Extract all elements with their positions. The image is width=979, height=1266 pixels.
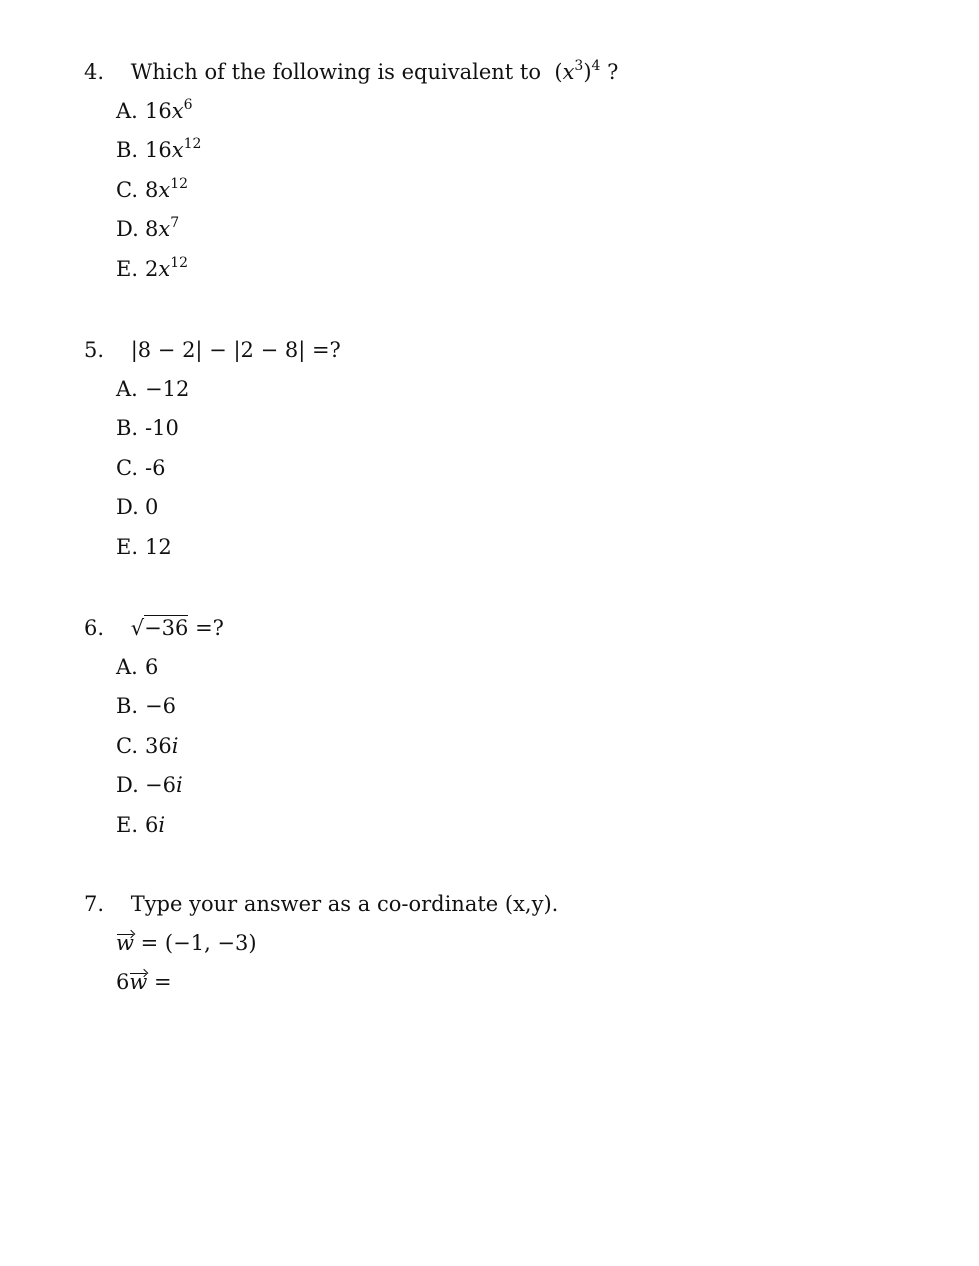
- scalar: 6: [116, 970, 130, 994]
- question-text: |8 − 2| − |2 − 8| =?: [130, 338, 341, 362]
- answer-option[interactable]: [116, 454, 884, 482]
- answer-option[interactable]: [116, 771, 884, 799]
- option-value: -6: [145, 455, 166, 480]
- option-letter: C.: [116, 455, 138, 480]
- option-variable: x: [171, 99, 184, 123]
- answer-option[interactable]: [116, 136, 884, 164]
- option-letter: B.: [116, 416, 139, 441]
- square-root: [131, 614, 189, 642]
- option-exponent: 12: [183, 136, 202, 153]
- question-6: [84, 614, 884, 850]
- answer-option[interactable]: [116, 176, 884, 204]
- option-letter: C.: [116, 733, 138, 758]
- vector-definition: [116, 929, 884, 957]
- question-4: [84, 58, 884, 294]
- answer-option[interactable]: [116, 653, 884, 681]
- option-value: −6: [145, 773, 176, 798]
- option-letter: E.: [116, 812, 139, 837]
- expr-base: x: [562, 60, 575, 84]
- expr-outer-exponent: 4: [591, 58, 601, 74]
- question-number: 5.: [84, 338, 105, 362]
- option-coefficient: 8: [145, 177, 159, 202]
- answer-option[interactable]: [116, 215, 884, 243]
- answer-options: [116, 375, 884, 561]
- question-5-stem: [84, 336, 884, 364]
- answer-option[interactable]: [116, 414, 884, 442]
- option-variable: x: [171, 138, 184, 163]
- option-variable: x: [158, 177, 171, 202]
- option-exponent: 12: [170, 254, 189, 271]
- prompt-suffix: =: [147, 970, 172, 994]
- question-5: [84, 336, 884, 572]
- option-value: 6: [145, 812, 159, 837]
- option-letter: C.: [116, 177, 138, 202]
- question-number: 7.: [84, 892, 105, 916]
- option-letter: E.: [116, 534, 139, 559]
- expr-suffix: =?: [188, 616, 224, 640]
- radical-sign-icon: √: [130, 616, 145, 640]
- option-variable: x: [158, 217, 171, 242]
- option-letter: D.: [116, 495, 139, 520]
- question-number: 4.: [84, 60, 105, 84]
- answer-option[interactable]: [116, 732, 884, 760]
- expr-suffix: ?: [607, 60, 619, 84]
- question-text: Type your answer as a co-ordinate (x,y).: [130, 892, 559, 916]
- option-value: 36: [145, 733, 172, 758]
- answer-option[interactable]: [116, 533, 884, 561]
- vector-value: = (−1, −3): [133, 931, 257, 955]
- option-value: 0: [145, 495, 159, 520]
- option-coefficient: 16: [145, 138, 172, 163]
- option-variable: x: [158, 256, 171, 281]
- option-coefficient: 2: [145, 256, 159, 281]
- question-7: [84, 890, 884, 996]
- scaled-vector-prompt: [116, 968, 884, 996]
- question-7-stem: [84, 890, 884, 918]
- radicand: −36: [144, 616, 189, 640]
- option-imaginary-unit: i: [175, 773, 183, 798]
- question-6-stem: [84, 614, 884, 642]
- option-letter: B.: [116, 694, 139, 719]
- option-letter: A.: [116, 655, 138, 679]
- option-coefficient: 8: [145, 217, 159, 242]
- option-value: 6: [145, 655, 159, 679]
- option-coefficient: 16: [145, 99, 172, 123]
- question-number: 6.: [84, 616, 105, 640]
- option-value: -10: [145, 416, 179, 441]
- math-expression: [131, 616, 224, 640]
- answer-option[interactable]: [116, 255, 884, 283]
- option-value: −12: [145, 377, 190, 401]
- question-4-stem: [84, 58, 884, 86]
- vector-symbol: w: [129, 970, 148, 994]
- option-value: 12: [145, 534, 172, 559]
- answer-option[interactable]: [116, 97, 884, 125]
- answer-options: [116, 653, 884, 839]
- option-letter: D.: [116, 217, 139, 242]
- answer-option[interactable]: [116, 493, 884, 521]
- option-imaginary-unit: i: [158, 812, 166, 837]
- option-letter: D.: [116, 773, 139, 798]
- answer-options: [116, 97, 884, 283]
- option-letter: A.: [116, 377, 138, 401]
- answer-option[interactable]: [116, 811, 884, 839]
- math-expression: $(x^3)^4$ ?: [547, 58, 619, 84]
- answer-option[interactable]: [116, 375, 884, 403]
- expr-inner-exponent: 3: [574, 58, 584, 74]
- option-imaginary-unit: i: [171, 733, 179, 758]
- option-exponent: 6: [183, 97, 193, 113]
- answer-option[interactable]: [116, 692, 884, 720]
- option-letter: B.: [116, 138, 139, 163]
- option-letter: A.: [116, 99, 138, 123]
- vector-symbol: w: [116, 931, 134, 955]
- option-value: −6: [145, 694, 176, 719]
- option-exponent: 12: [170, 175, 189, 192]
- option-exponent: 7: [170, 215, 180, 232]
- question-text: Which of the following is equivalent to: [130, 60, 541, 84]
- option-letter: E.: [116, 256, 139, 281]
